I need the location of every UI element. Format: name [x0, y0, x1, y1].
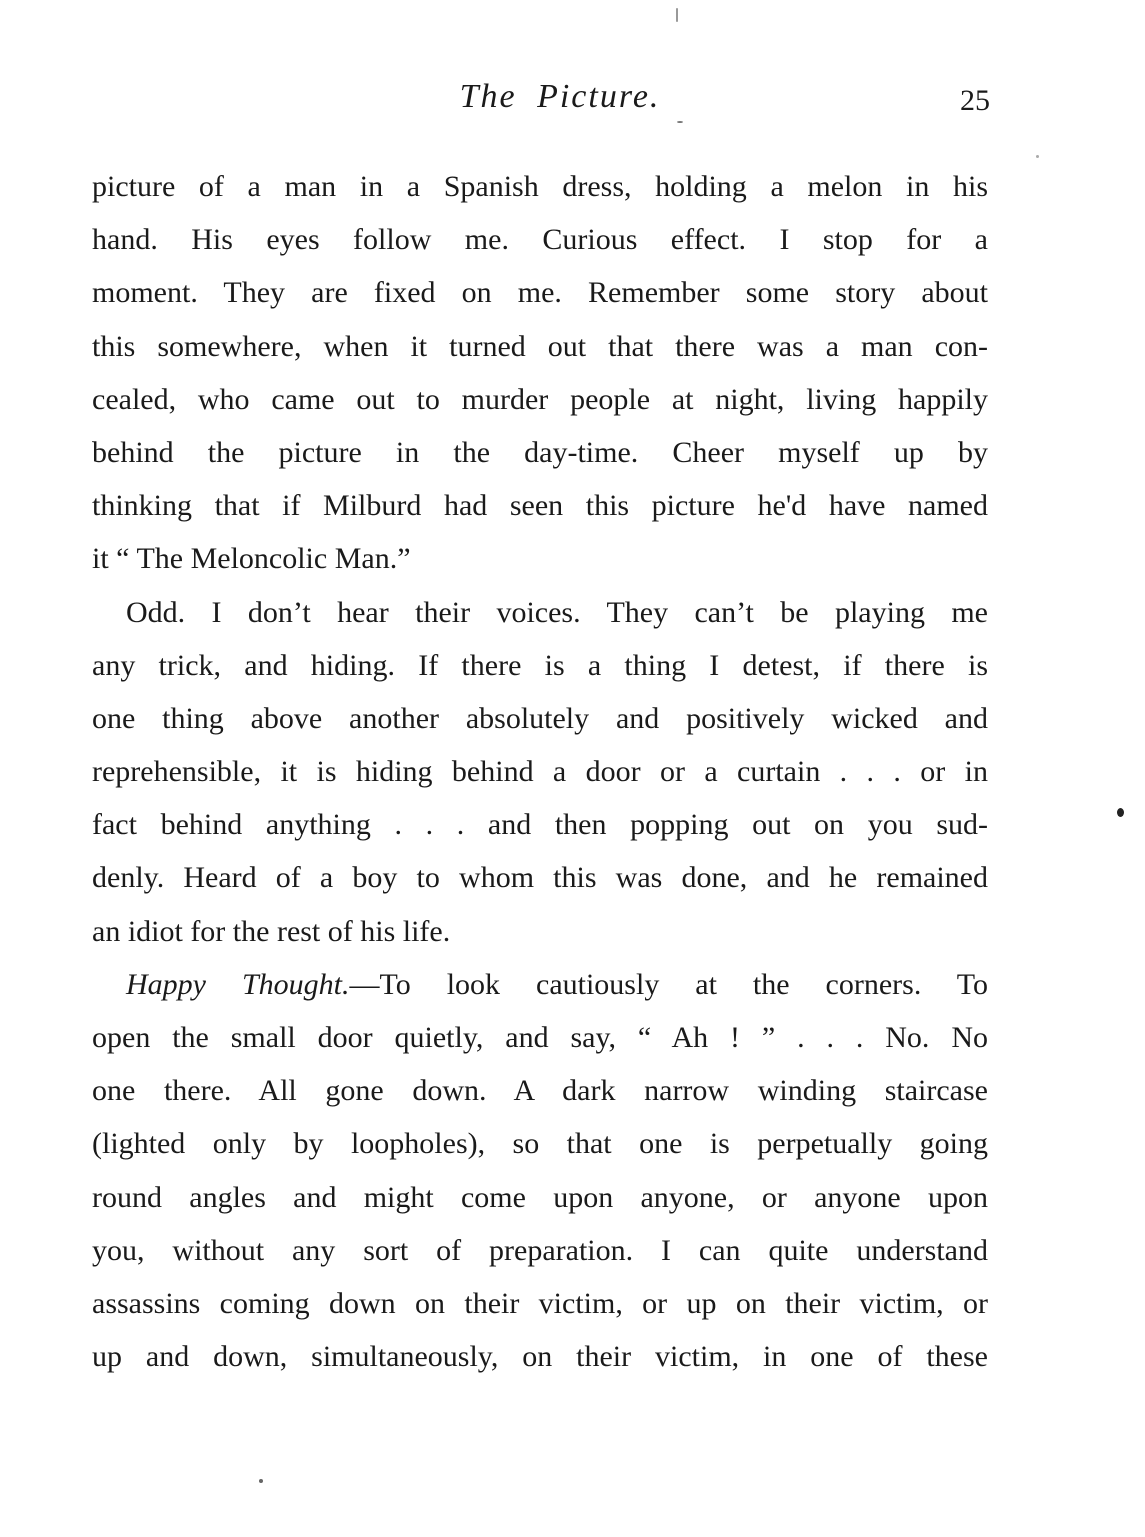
- happy-thought-lead: Happy Thought.: [126, 967, 350, 1001]
- body-text: [92, 160, 988, 1383]
- text-line: denly. Heard of a boy to whom this was done, and he remained: [92, 861, 988, 895]
- paragraph-3: [92, 958, 988, 1384]
- text-line: one there. All gone down. A dark narrow winding staircase: [92, 1074, 988, 1108]
- text-line: reprehensible, it is hiding behind a door or a curtain . . . or in: [92, 755, 988, 789]
- text-line: thinking that if Milburd had seen this picture he'd have named: [92, 489, 988, 523]
- text-line: open the small door quietly, and say, “ Ah ! ” . . . No. No: [92, 1021, 988, 1054]
- paper-speck: [259, 1479, 263, 1483]
- text-line: an idiot for the rest of his life.: [92, 914, 451, 948]
- paragraph-1: [92, 160, 988, 586]
- paper-speck: [676, 8, 678, 22]
- text-line: one thing above another absolutely and positively wicked and: [92, 701, 988, 735]
- text-line-first: [92, 958, 988, 1011]
- paper-speck: [1117, 808, 1124, 817]
- text-line: round angles and might come upon anyone, or anyone upon: [92, 1180, 988, 1214]
- text-line: (lighted only by loopholes), so that one is perpetually going: [92, 1127, 988, 1161]
- text-line: moment. They are fixed on me. Remember some story about: [92, 276, 988, 310]
- paper-speck: [1036, 155, 1039, 158]
- text-line: this somewhere, when it turned out that there was a man con-: [92, 329, 988, 363]
- text-line: it “ The Meloncolic Man.”: [92, 542, 411, 576]
- running-header-title: The Picture.: [459, 78, 661, 115]
- text-line-rest: —To look cautiously at the corners. To: [349, 967, 989, 1001]
- paper-speck: [677, 121, 683, 123]
- text-line: any trick, and hiding. If there is a thing I detest, if there is: [92, 648, 988, 682]
- text-line: up and down, simultaneously, on their victim, in one of these: [92, 1340, 988, 1374]
- text-line: behind the picture in the day-time. Cheer myself up by: [92, 435, 988, 469]
- text-line: hand. His eyes follow me. Curious effect. I stop for a: [92, 223, 988, 257]
- text-line: assassins coming down on their victim, or up on their victim, or: [92, 1286, 988, 1320]
- text-line: cealed, who came out to murder people at night, living happily: [92, 382, 988, 416]
- text-line: fact behind anything . . . and then popping out on you sud-: [92, 808, 988, 842]
- page-number: 25: [960, 84, 990, 117]
- paragraph-2: [92, 586, 988, 958]
- text-line: you, without any sort of preparation. I can quite understand: [92, 1233, 988, 1267]
- text-line: Odd. I don’t hear their voices. They can’t be playing me: [126, 595, 988, 629]
- text-line: picture of a man in a Spanish dress, holding a melon in his: [92, 170, 988, 203]
